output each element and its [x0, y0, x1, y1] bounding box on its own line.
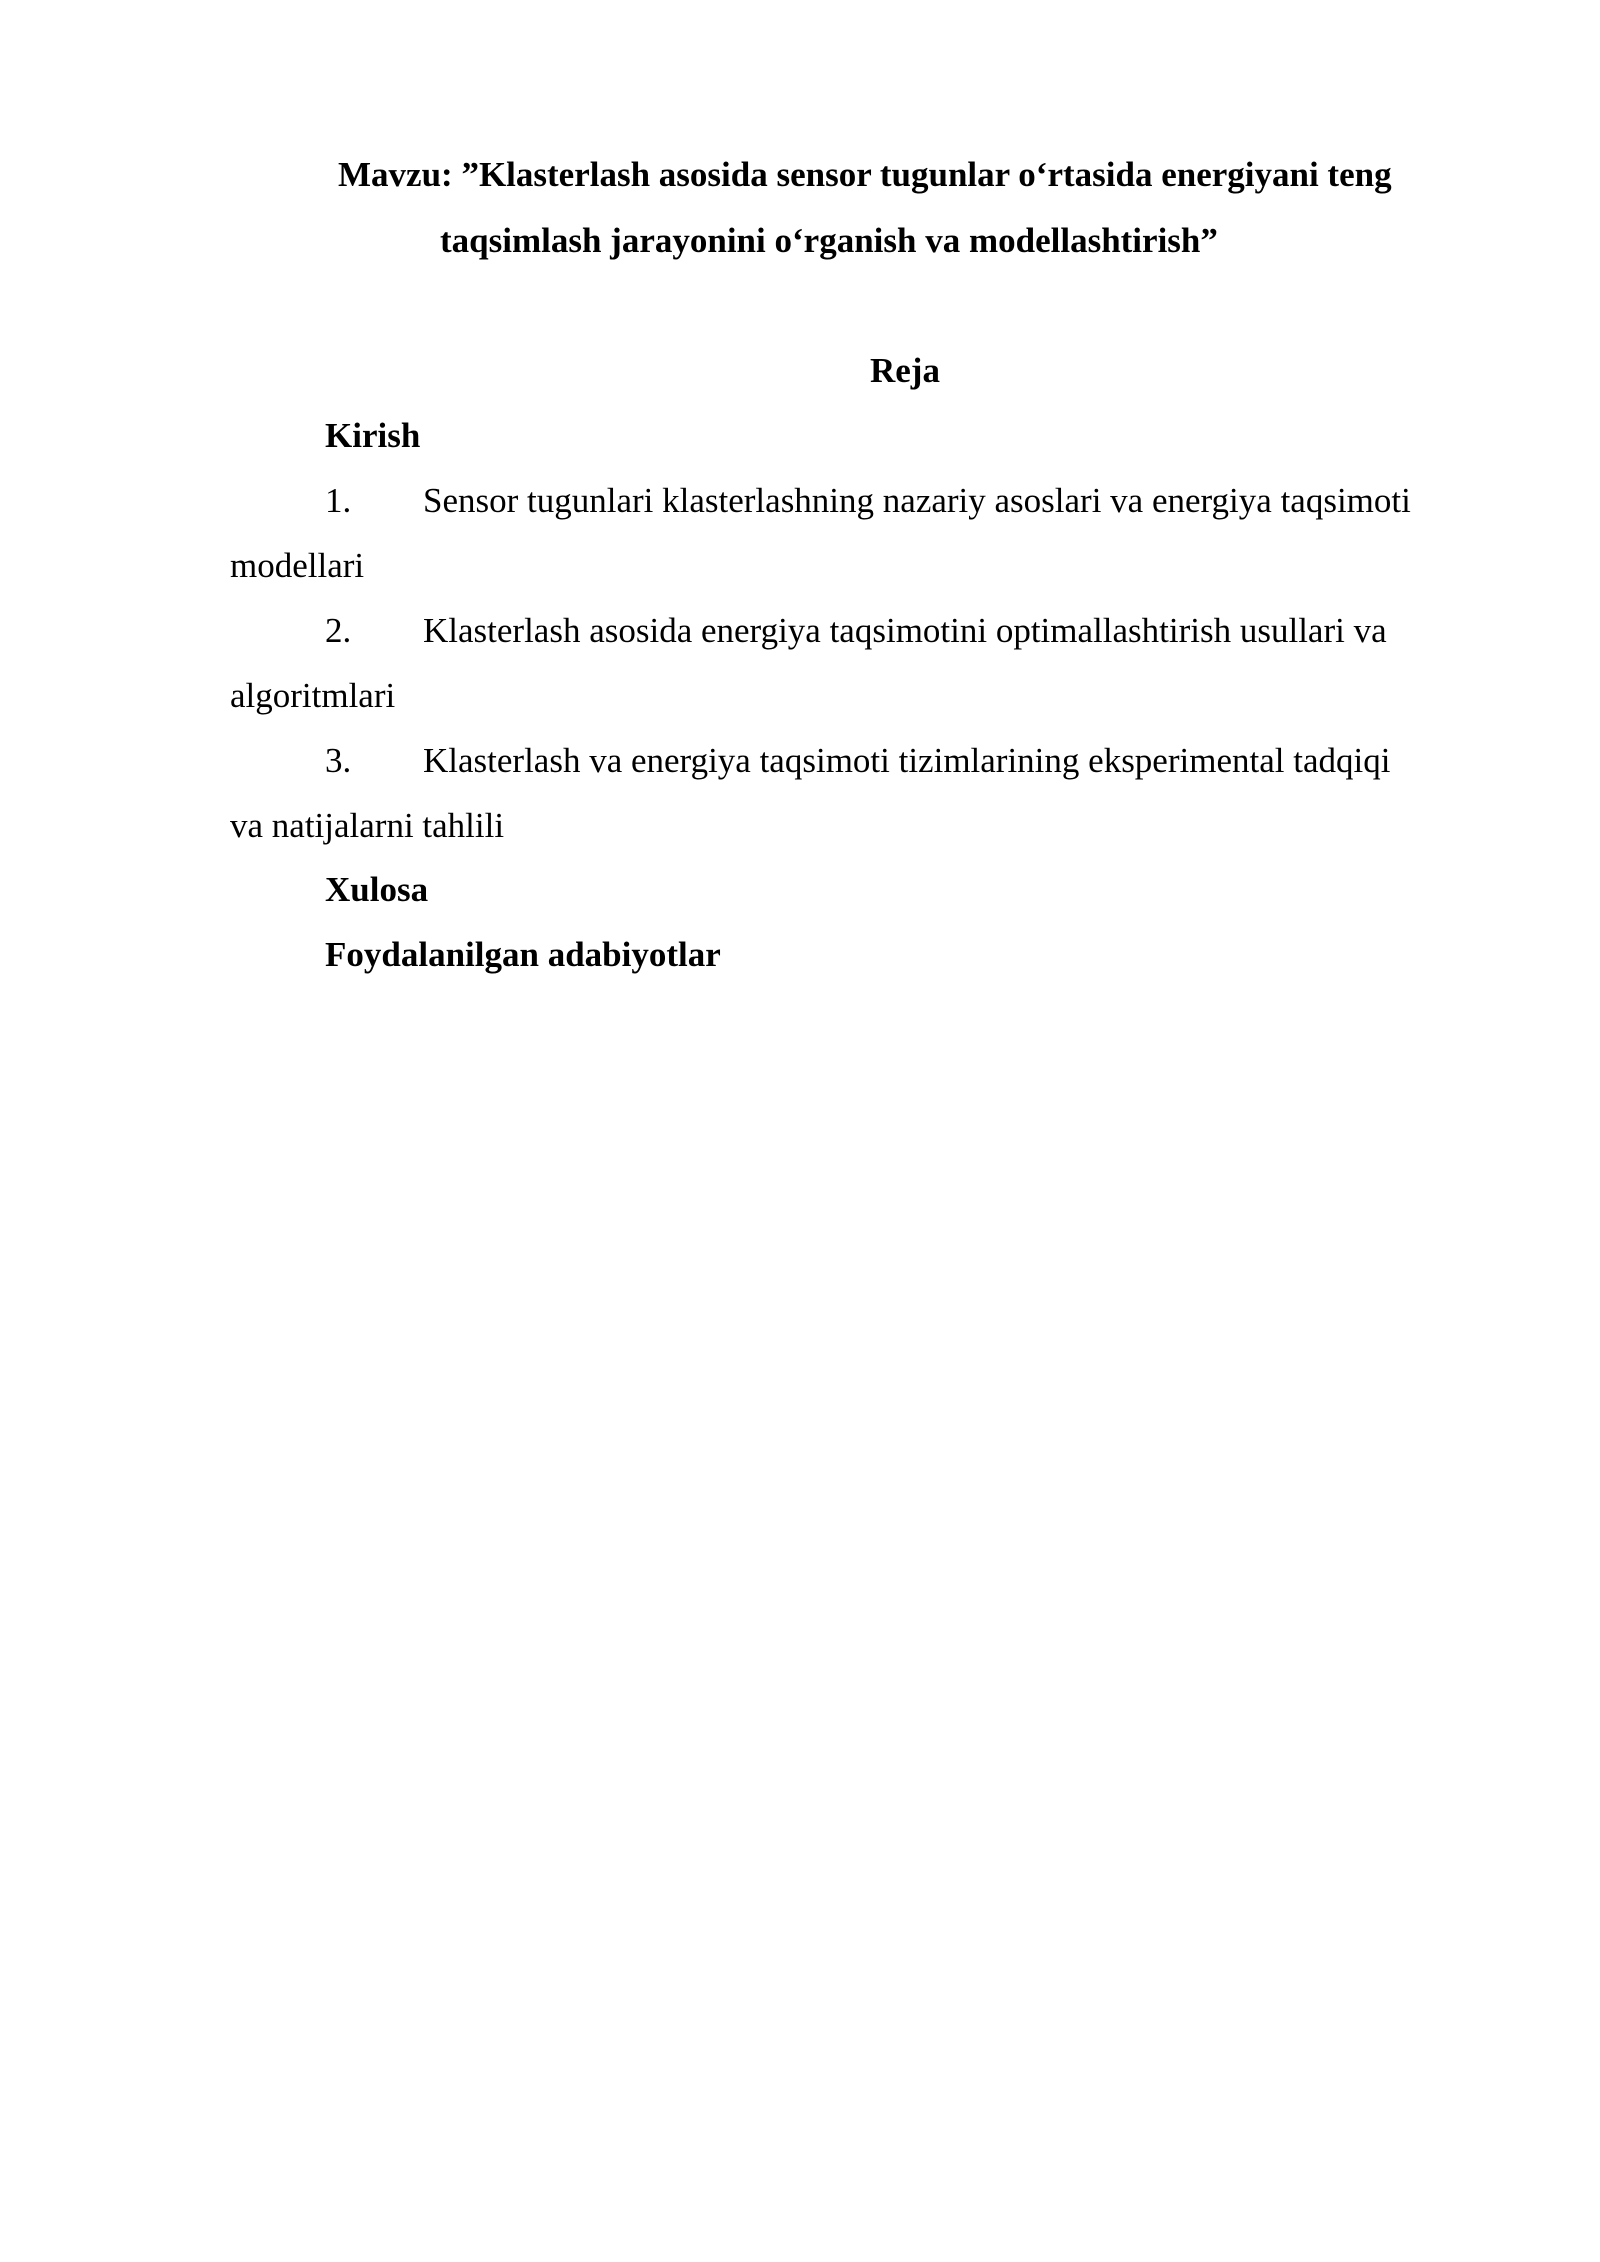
plan-item-3-number: 3. [325, 741, 352, 780]
document-title-line-1: Mavzu: ”Klasterlash asosida sensor tugunlar o‘rtasida energiyani teng [338, 155, 1392, 194]
plan-item-3-text-cont: va natijalarni tahlili [230, 806, 505, 845]
intro-heading: Kirish [325, 416, 421, 455]
references-heading: Foydalanilgan adabiyotlar [325, 935, 721, 974]
plan-item-1-text-cont: modellari [230, 546, 365, 585]
plan-item-2-text-cont: algoritmlari [230, 676, 396, 715]
plan-item-2-text: Klasterlash asosida energiya taqsimotini optimallashtirish usullari va [423, 611, 1387, 650]
conclusion-heading: Xulosa [325, 870, 429, 909]
plan-item-1-number: 1. [325, 481, 352, 520]
plan-heading: Reja [870, 351, 940, 390]
plan-item-2-number: 2. [325, 611, 352, 650]
document-title-line-2: taqsimlash jarayonini o‘rganish va modellashtirish” [440, 221, 1218, 260]
plan-item-3-text: Klasterlash va energiya taqsimoti tizimlarining eksperimental tadqiqi [423, 741, 1391, 780]
plan-item-1-text: Sensor tugunlari klasterlashning nazariy asoslari va energiya taqsimoti [423, 481, 1411, 520]
